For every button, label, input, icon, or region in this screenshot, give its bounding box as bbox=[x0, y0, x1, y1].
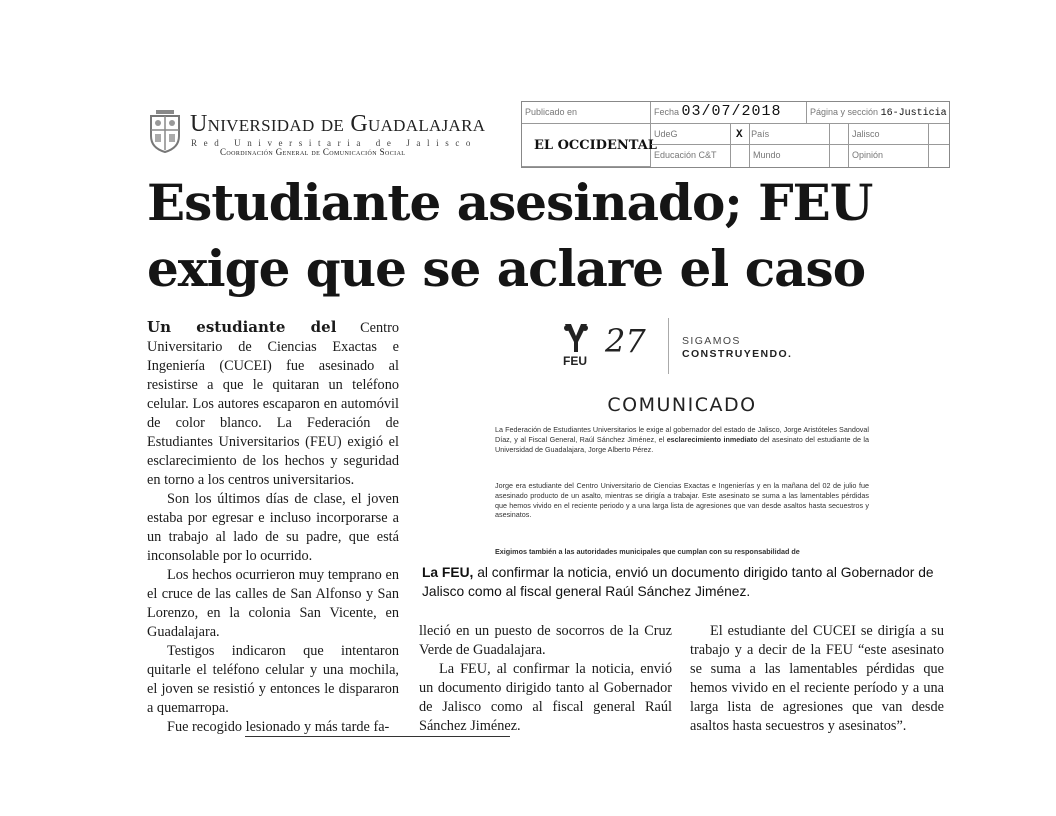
university-network: Red Universitaria de Jalisco bbox=[191, 138, 478, 148]
col1-para-5: Fue recogido lesionado y más tarde fa- bbox=[167, 719, 390, 735]
category-educacion-checkbox bbox=[731, 145, 750, 167]
article-column-1 bbox=[147, 318, 399, 737]
slogan bbox=[682, 335, 792, 361]
university-seal-logo bbox=[147, 108, 183, 154]
feu-communique-image bbox=[489, 312, 875, 560]
logo-divider bbox=[668, 318, 669, 374]
slogan-line-2: CONSTRUYENDO. bbox=[682, 348, 793, 360]
newspaper-name: EL OCCIDENTAL bbox=[522, 124, 651, 167]
col3-para-1: El estudiante del CUCEI se dirigía a su trabajo y a decir de la FEU “este asesinato se suma a las lamentables pérdidas que hemos vivido en el reciente período y a una larga lista de agresiones que van desde asaltos hasta secuestros y asesinatos”. bbox=[690, 623, 944, 734]
comunicado-para-1-bold: esclarecimiento inmediato bbox=[666, 434, 758, 444]
category-mundo-checkbox bbox=[830, 145, 849, 167]
col1-para-3: Los hechos ocurrieron muy temprano en el cruce de las calles de San Alfonso y San Lorenzo, en la colonia San Vicente, en Guadalajara. bbox=[147, 567, 399, 640]
category-pais-checkbox bbox=[830, 124, 849, 145]
slogan-line-1: SIGAMOS bbox=[682, 335, 741, 347]
page-cell bbox=[807, 102, 949, 124]
date-cell bbox=[651, 102, 807, 124]
category-jalisco: Jalisco bbox=[849, 124, 929, 145]
comunicado-para-3: Exigimos también a las autoridades municipales que cumplan con su responsabilidad de bbox=[495, 547, 800, 556]
col1-para-4: Testigos indicaron que intentaron quitarle el teléfono celular y una mochila, el joven se resistió y entonces le dispararon a quemarropa. bbox=[147, 643, 399, 716]
caption-text: al confirmar la noticia, envió un documento dirigido tanto al Gobernador de Jalisco como al fiscal general Raúl Sánchez Jiménez. bbox=[422, 565, 934, 599]
published-in-label: Publicado en bbox=[522, 102, 651, 124]
category-opinion: Opinión bbox=[849, 145, 929, 167]
comunicado-para-1-b: del asesinato del estudiante de la Universidad de Guadalajara, Jorge Alberto Pérez. bbox=[495, 434, 870, 454]
caption-bold: La FEU, bbox=[422, 565, 474, 580]
category-pais-check: X bbox=[736, 129, 743, 141]
comunicado-title: COMUNICADO bbox=[607, 394, 757, 416]
publication-info-table bbox=[521, 101, 950, 168]
underline-rule bbox=[245, 736, 510, 737]
col1-para-1: Centro Universitario de Ciencias Exactas e Ingeniería (CUCEI) fue asesinado al resistirse a que le quitaran un teléfono celular. Los autores escaparon en automóvil de color blanco. La Federación de Estudiantes Universitarios (FEU) exigió el esclarecimiento de los hechos y seguridad en torno a los centros universitarios. bbox=[147, 320, 399, 488]
comunicado-para-2: Jorge era estudiante del Centro Universitario de Ciencias Exactas e Ingenierías y en la mañana del 02 de julio fue asesinado producto de un asalto, mientras se dirigía a trabajar. Este asesinato se suma a las lamentables pérdidas que hemos vivido en el reciente periodo y a una larga lista de agresiones que van desde asaltos hasta secuestros y asesinatos. bbox=[495, 481, 869, 520]
university-name: Universidad de Guadalajara bbox=[190, 111, 486, 137]
category-educacion: Educación C&T bbox=[651, 145, 731, 167]
category-pais bbox=[736, 124, 830, 145]
col1-para-2: Son los últimos días de clase, el joven estaba por egresar e incluso incorporarse a un trabajo al lado de su padre, que está inconsolable por lo ocurrido. bbox=[147, 491, 399, 564]
date-value: 03/07/2018 bbox=[681, 103, 782, 120]
category-opinion-checkbox bbox=[929, 145, 949, 167]
coordination-name: Coordinación General de Comunicación Social bbox=[220, 147, 406, 157]
page-section-label: Página y sección bbox=[810, 107, 879, 117]
comunicado-para-1-a: La Federación de Estudiantes Universitarios le exige al gobernador del estado de Jalisco, Jorge Aristóteles Sandoval Díaz, y al Fiscal General, Raúl Sánchez Jiménez, el bbox=[495, 425, 869, 444]
headline: Estudiante asesinado; FEU exige que se aclare el caso bbox=[147, 173, 873, 298]
lead-bold: Un estudiante del bbox=[147, 318, 337, 336]
col2-para-1: lleció en un puesto de socorros de la Cruz Verde de Guadalajara. bbox=[419, 623, 672, 658]
article-column-3 bbox=[690, 622, 944, 736]
page-section-value: 16-Justicia bbox=[880, 108, 947, 119]
date-label: Fecha bbox=[654, 107, 680, 117]
article-column-2 bbox=[419, 622, 672, 736]
anniversary-logo: 27 bbox=[605, 322, 646, 360]
comunicado-para-1 bbox=[495, 425, 869, 454]
category-mundo: Mundo bbox=[750, 145, 830, 167]
col2-para-2: La FEU, al confirmar la noticia, envió un documento dirigido tanto al Gobernador de Jalisco como al fiscal general Raúl Sánchez Jiménez. bbox=[419, 661, 672, 734]
feu-label: FEU bbox=[563, 354, 587, 368]
category-pais-label: País bbox=[751, 129, 770, 139]
image-caption bbox=[422, 563, 946, 601]
category-udeg: UdeG bbox=[651, 124, 731, 145]
category-jalisco-checkbox bbox=[929, 124, 949, 145]
